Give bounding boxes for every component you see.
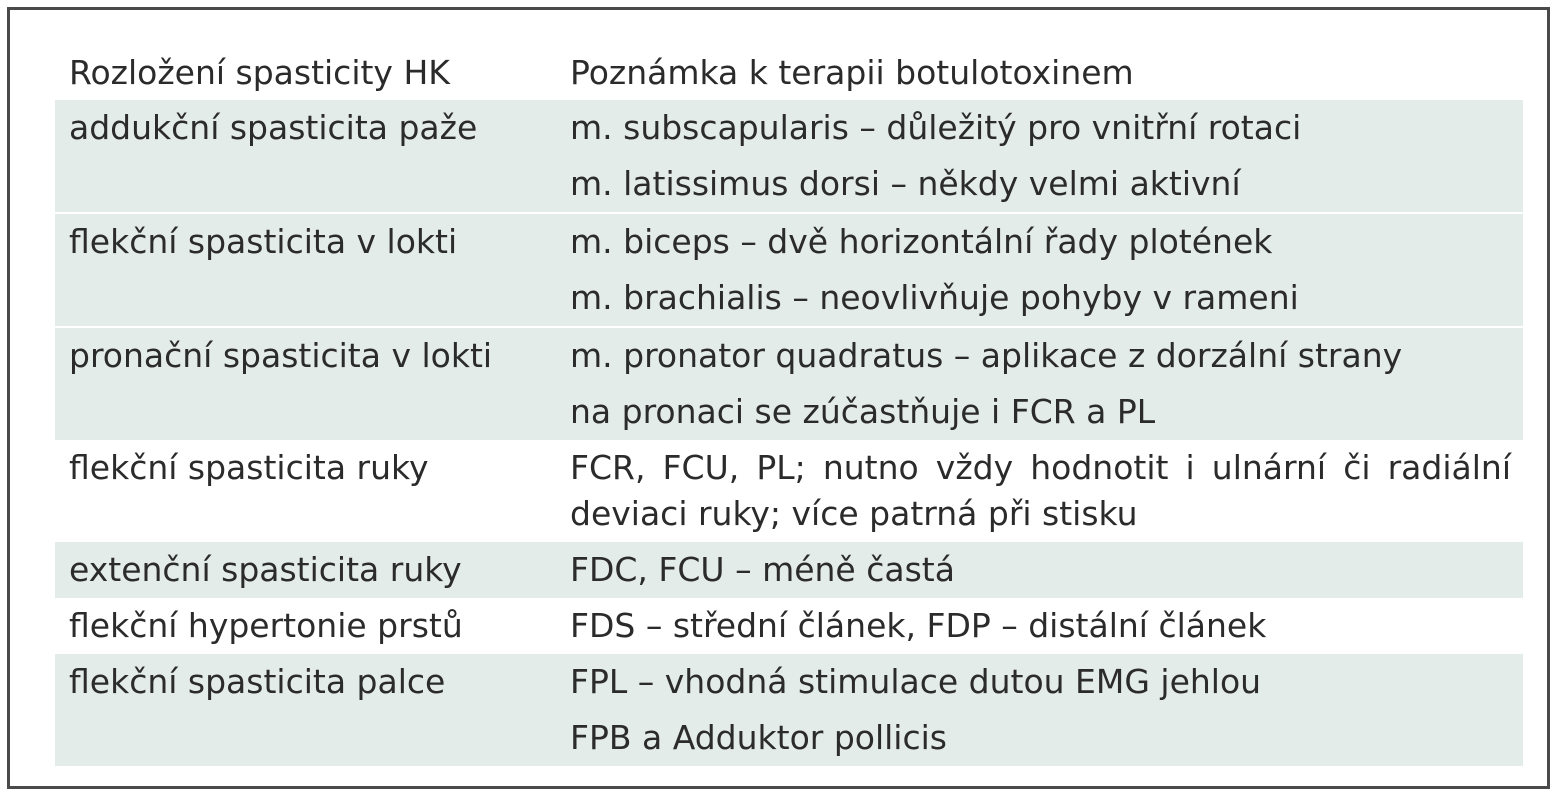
row-label: addukční spasticita paže [69,108,478,147]
row-notes [560,214,1523,326]
row-label: flekční spasticita v lokti [69,222,458,261]
note-line: m. subscapularis – důležitý pro vnitřní rotaci [570,108,1302,147]
note-line: FPL – vhodná stimulace dutou EMG jehlou [570,662,1262,701]
row-label: pronační spasticita v lokti [69,336,493,375]
table-row [55,440,1523,542]
table-row [55,598,1523,654]
row-label: flekční hypertonie prstů [69,606,463,645]
table-frame [7,7,1550,789]
row-notes [560,100,1523,212]
row-notes [560,328,1523,440]
spasticity-table [55,46,1523,766]
row-label: flekční spasticita ruky [69,448,429,487]
row-label: extenční spasticita ruky [69,550,462,589]
table-row [55,542,1523,598]
note-line: FDS – střední článek, FDP – distální článek [570,606,1267,645]
note-line: m. pronator quadratus – aplikace z dorzální strany [570,336,1403,375]
row-notes [560,598,1523,654]
header-distribution: Rozložení spasticity HK [69,53,450,92]
note-line: FPB a Adduktor pollicis [570,718,947,757]
table-row [55,212,1523,326]
note-paragraph: FCR, FCU, PL; nutno vždy hodnotit i ulnární či radiální deviaci ruky; více patrná při stisku [570,448,1511,533]
header-therapy-note: Poznámka k terapii botulotoxinem [570,53,1134,92]
note-line: m. latissimus dorsi – někdy velmi aktivní [570,164,1241,203]
table-row [55,654,1523,766]
row-label: flekční spasticita palce [69,662,446,701]
row-notes [560,654,1523,766]
note-line: m. biceps – dvě horizontální řady plotének [570,222,1273,261]
row-notes [560,542,1523,598]
note-line: FDC, FCU – méně častá [570,550,955,589]
table-header-row [55,46,1523,100]
note-line: m. brachialis – neovlivňuje pohyby v rameni [570,278,1299,317]
table-row [55,100,1523,212]
table-row [55,326,1523,440]
row-notes [560,440,1523,542]
note-line: na pronaci se zúčastňuje i FCR a PL [570,392,1156,431]
